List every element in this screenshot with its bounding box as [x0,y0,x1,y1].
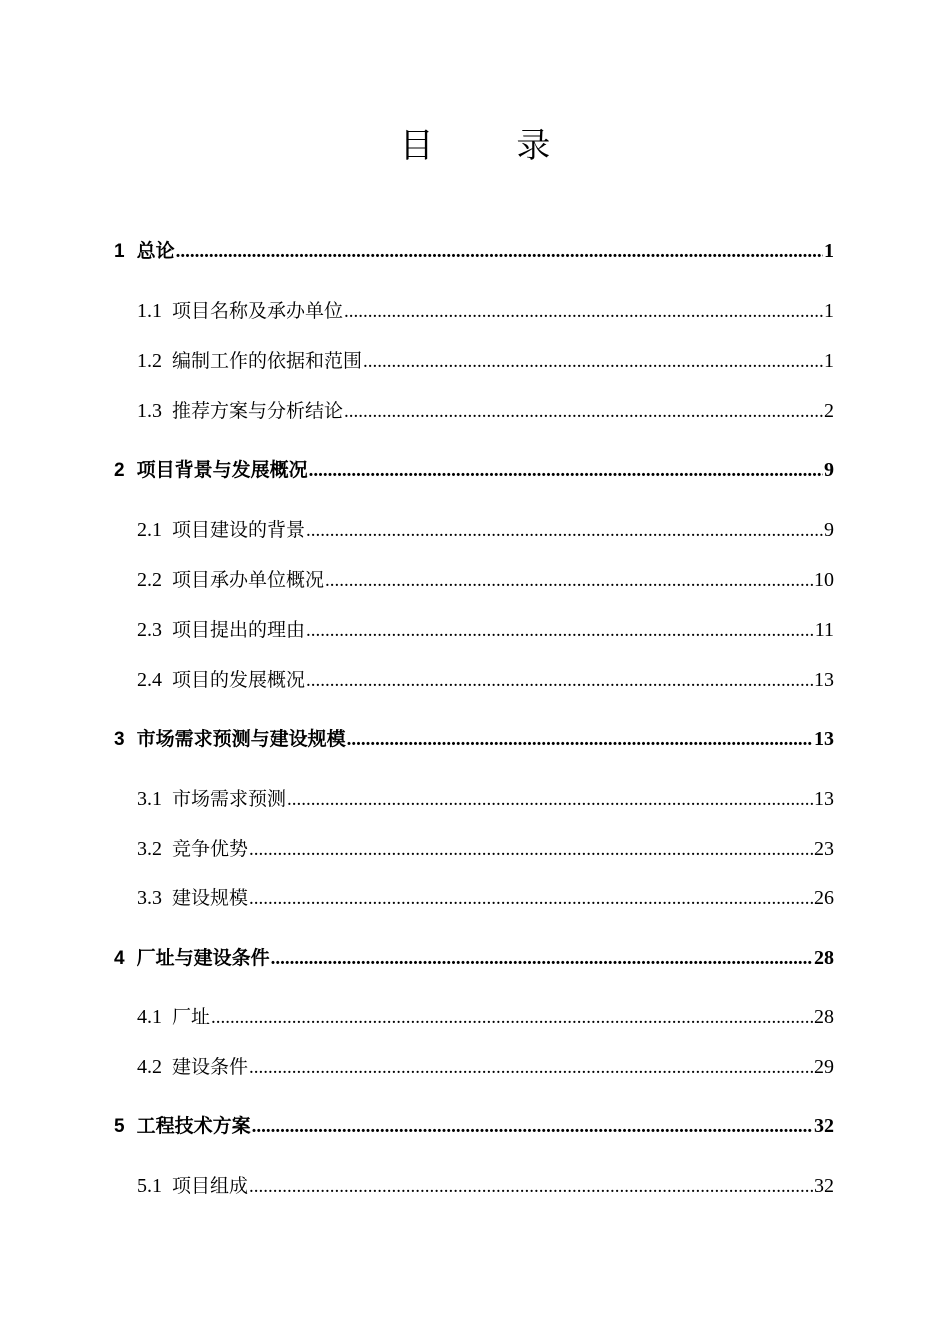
toc-dot-leader [287,789,813,811]
toc-entry-number: 2.3 [137,619,162,641]
toc-section-entry[interactable] [137,784,834,811]
toc-entry-text: 项目提出的理由 [172,619,306,641]
toc-page-number: 28 [814,947,834,969]
toc-entry-text: 厂址与建设条件 [136,947,270,969]
toc-section-entry[interactable] [137,1052,834,1079]
toc-chapter-entry[interactable] [114,455,834,482]
toc-dot-leader [249,1057,813,1079]
toc-dot-leader [363,351,823,373]
toc-page-number: 9 [824,459,834,481]
toc-page-number: 28 [814,1006,834,1028]
toc-dot-leader [252,1116,813,1138]
toc-section-entry[interactable] [137,346,834,373]
toc-entry-label [137,396,343,423]
toc-entry-text: 建设规模 [172,887,249,909]
toc-entry-number: 4.2 [137,1056,162,1078]
toc-section-entry[interactable] [137,296,834,323]
toc-dot-leader [309,460,823,482]
toc-dot-leader [306,520,823,542]
toc-entry-text: 推荐方案与分析结论 [172,400,344,422]
toc-section-entry[interactable] [137,1171,834,1198]
toc-entry-text: 项目名称及承办单位 [172,300,344,322]
toc-page-number: 9 [824,519,834,541]
toc-entry-label [137,1171,248,1198]
toc-entry-text: 市场需求预测与建设规模 [136,728,346,750]
toc-entry-number: 2 [114,460,125,481]
toc-section-entry[interactable] [137,615,834,642]
toc-entry-label [137,515,305,542]
toc-entry-label [137,296,343,323]
toc-entry-label [114,724,346,751]
toc-dot-leader [271,948,813,970]
toc-entry-label [137,1002,210,1029]
toc-page-number: 29 [814,1056,834,1078]
toc-dot-leader [347,729,813,751]
toc-section-entry[interactable] [137,565,834,592]
toc-section-entry[interactable] [137,665,834,692]
toc-page-number: 23 [814,838,834,860]
toc-entry-text: 市场需求预测 [172,788,287,810]
toc-chapter-entry[interactable] [114,1111,834,1138]
toc-entry-label [137,665,305,692]
toc-page-number: 2 [824,400,834,422]
toc-entry-text: 项目建设的背景 [172,519,306,541]
toc-page-number: 13 [814,669,834,691]
toc-entry-number: 3 [114,729,125,750]
toc-entry-label [114,1111,251,1138]
toc-page-number: 13 [814,728,834,750]
toc-dot-leader [325,570,813,592]
toc-entry-text: 项目组成 [172,1175,249,1197]
toc-entry-number: 5.1 [137,1175,162,1197]
toc-entry-text: 厂址 [172,1006,211,1028]
toc-entry-label [114,236,175,263]
toc-entry-number: 4 [114,948,125,969]
toc-entry-label [137,346,362,373]
toc-entry-text: 项目的发展概况 [172,669,306,691]
toc-page-number: 1 [824,300,834,322]
toc-entry-label [114,455,308,482]
toc-dot-leader [344,401,823,423]
toc-entry-number: 1.2 [137,350,162,372]
toc-page-number: 26 [814,887,834,909]
toc-page-number: 32 [814,1115,834,1137]
toc-dot-leader [306,620,814,642]
toc-section-entry[interactable] [137,834,834,861]
toc-dot-leader [306,670,813,692]
toc-dot-leader [249,1176,813,1198]
toc-page-number: 11 [814,619,834,641]
toc-dot-leader [211,1007,813,1029]
toc-title: 目 录 [399,126,587,166]
toc-section-entry[interactable] [137,1002,834,1029]
toc-entry-text: 工程技术方案 [136,1115,251,1137]
toc-entry-label [137,784,286,811]
toc-section-entry[interactable] [137,515,834,542]
toc-entry-label [114,943,270,970]
toc-entry-text: 总论 [136,240,175,262]
toc-entry-text: 建设条件 [172,1056,249,1078]
toc-section-entry[interactable] [137,883,834,910]
toc-entry-label [137,1052,248,1079]
toc-entry-text: 竞争优势 [172,838,249,860]
toc-dot-leader [176,241,823,263]
toc-page-number: 13 [814,788,834,810]
toc-chapter-entry[interactable] [114,943,834,970]
toc-entry-number: 1.1 [137,300,162,322]
toc-section-entry[interactable] [137,396,834,423]
toc-page-number: 1 [824,240,834,262]
toc-entry-number: 2.4 [137,669,162,691]
toc-entry-label [137,565,324,592]
toc-dot-leader [249,839,813,861]
toc-entry-number: 2.2 [137,569,162,591]
toc-entry-number: 3.3 [137,887,162,909]
toc-entry-number: 3.2 [137,838,162,860]
toc-entry-text: 项目承办单位概况 [172,569,325,591]
toc-entry-number: 3.1 [137,788,162,810]
toc-entry-label [137,834,248,861]
toc-entry-number: 5 [114,1116,125,1137]
toc-page-number: 32 [814,1175,834,1197]
toc-page-number: 1 [824,350,834,372]
toc-dot-leader [344,301,823,323]
toc-entry-text: 编制工作的依据和范围 [172,350,363,372]
toc-page-number: 10 [814,569,834,591]
toc-entry-number: 1 [114,241,125,262]
toc-dot-leader [249,888,813,910]
toc-chapter-entry[interactable] [114,724,834,751]
toc-entry-number: 4.1 [137,1006,162,1028]
toc-chapter-entry[interactable] [114,236,834,263]
toc-entry-text: 项目背景与发展概况 [136,459,308,481]
toc-entry-number: 1.3 [137,400,162,422]
toc-entry-label [137,615,305,642]
toc-entry-label [137,883,248,910]
toc-entry-number: 2.1 [137,519,162,541]
